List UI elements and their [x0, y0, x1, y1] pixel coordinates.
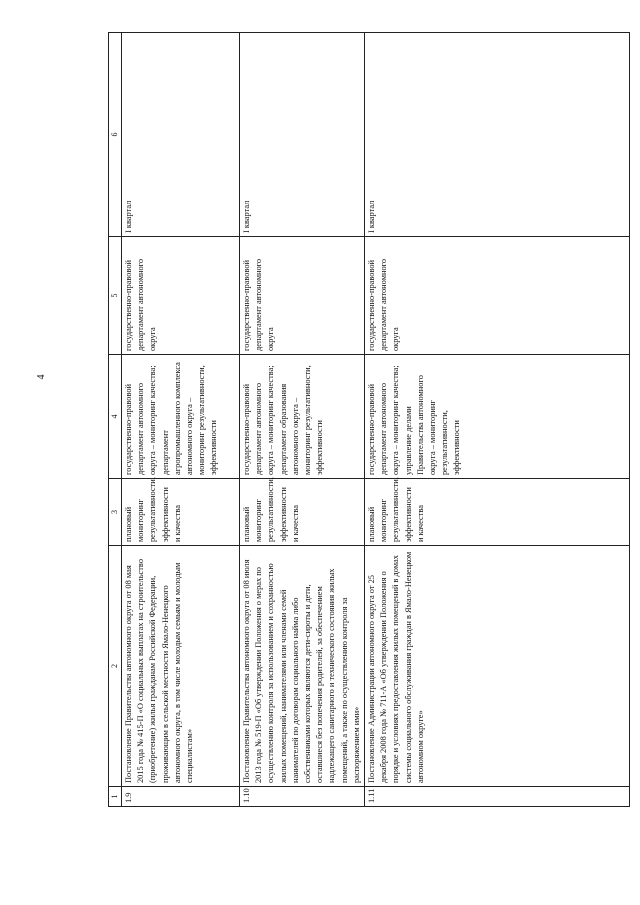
page-number: 4 [36, 374, 47, 380]
participants-cell: государственно-правовой департамент автономного округа – мониторинг качества; департамент агропромышленного комплекса автономного округа – мониторинг результативности, эффективности [122, 355, 240, 479]
period-cell: I квартал [365, 33, 630, 237]
header-cell: 3 [109, 479, 122, 546]
table-row [122, 33, 240, 807]
header-cell: 4 [109, 355, 122, 479]
responsible-cell: государственно-правовой департамент автономного округа [365, 237, 630, 355]
period-cell: I квартал [122, 33, 240, 237]
document-cell: Постановление Правительства автономного округа от 08 июля 2013 года № 519-П «Об утверждении Положения о мерах по осуществлению контроля за использованием и сохранностью жилых помещений, нанимателями или членами семей нанимателей по договорам социального найма либо собственниками которых являются дети-сироты и дети, оставшиеся без попечения родителей, за обеспечением надлежащего санитарного и технического состояния жилых помещений, а также по осуществлению контроля за распоряжением ими» [240, 546, 365, 787]
period-cell: I квартал [240, 33, 365, 237]
header-cell: 6 [109, 33, 122, 237]
monitoring-type-cell: плановый мониторинг результативности, эффективности и качества [240, 479, 365, 546]
header-cell: 5 [109, 237, 122, 355]
header-row [109, 33, 122, 807]
document-cell: Постановление Правительства автономного округа от 08 мая 2015 года № 415-П «О социальных выплатах на строительство (приобретение) жилья гражданам Российской Федерации, проживающим в сельской местности Ямало-Ненецкого автономного округа, в том числе молодым семьям и молодым специалистам» [122, 546, 240, 787]
monitoring-plan-table [108, 32, 630, 807]
row-number: 1.11 [365, 787, 630, 807]
table-row [365, 33, 630, 807]
monitoring-type-cell: плановый мониторинг результативности, эффективности и качества [365, 479, 630, 546]
header-cell: 1 [109, 787, 122, 807]
table-row [240, 33, 365, 807]
rotated-table-wrapper [108, 33, 630, 807]
row-number: 1.10 [240, 787, 365, 807]
monitoring-type-cell: плановый мониторинг результативности, эффективности и качества [122, 479, 240, 546]
document-cell: Постановление Администрации автономного округа от 25 декабря 2008 года № 711-А «Об утверждении Положения о порядке и условиях предоставления жилых помещений в домах системы социального обслуживания граждан в Ямало-Ненецком автономном округе» [365, 546, 630, 787]
participants-cell: государственно-правовой департамент автономного округа – мониторинг качества; управление делами Правительства автономного округа – мониторинг результативности, эффективности [365, 355, 630, 479]
responsible-cell: государственно-правовой департамент автономного округа [122, 237, 240, 355]
participants-cell: государственно-правовой департамент автономного округа – мониторинг качества; департамент образования автономного округа – мониторинг результативности, эффективности [240, 355, 365, 479]
header-cell: 2 [109, 546, 122, 787]
row-number: 1.9 [122, 787, 240, 807]
responsible-cell: государственно-правовой департамент автономного округа [240, 237, 365, 355]
